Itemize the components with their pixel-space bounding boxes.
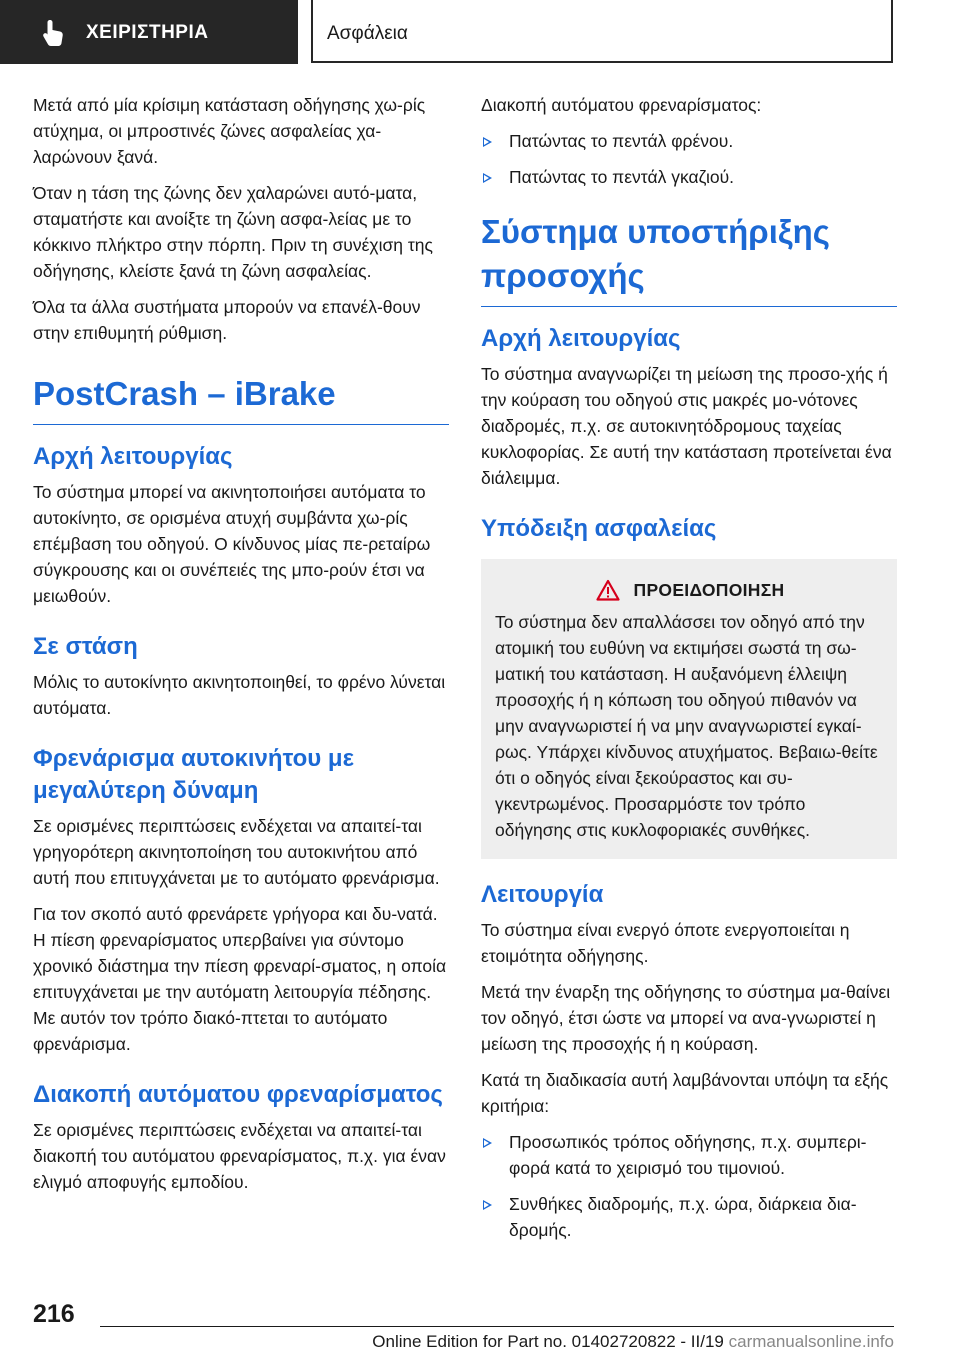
function-paragraph-2: Μετά την έναρξη της οδήγησης το σύστημα μα-θαίνει τον οδηγό, έτσι ώστε να μπορεί να ανα-γνωριστεί η μείωση της προσοχής ή η κούραση. bbox=[481, 982, 891, 1054]
right-column bbox=[481, 92, 897, 1253]
warning-triangle-icon bbox=[596, 579, 620, 601]
function-heading: Λειτουργία bbox=[481, 881, 604, 908]
watermark-text: carmanualsonline.info bbox=[728, 1332, 894, 1351]
function-paragraph-3: Κατά τη διαδικασία αυτή λαμβάνονται υπόψη τα εξής κριτήρια: bbox=[481, 1070, 889, 1116]
postcrash-heading: PostCrash – iBrake bbox=[33, 375, 336, 412]
criteria-list bbox=[481, 1129, 897, 1243]
intro-paragraph-1: Μετά από μία κρίσιμη κατάσταση οδήγησης χω-ρίς ατύχημα, οι μπροστινές ζώνες ασφαλείας χα-λαρώνουν ξανά. bbox=[33, 95, 426, 167]
interrupt-intro: Διακοπή αυτόματου φρεναρίσματος: bbox=[481, 95, 762, 115]
list-item: Πατώντας το πεντάλ γκαζιού. bbox=[481, 164, 897, 190]
triangle-bullet-icon bbox=[483, 1200, 492, 1210]
list-item: Πατώντας το πεντάλ φρένου. bbox=[481, 128, 897, 154]
page-header bbox=[0, 0, 960, 66]
triangle-bullet-icon bbox=[483, 137, 492, 147]
hand-pointer-icon bbox=[40, 18, 68, 48]
edition-text: Online Edition for Part no. 01402720822 - II/19 bbox=[372, 1332, 724, 1351]
stop-text: Μόλις το αυτοκίνητο ακινητοποιηθεί, το φρένο λύνεται αυτόματα. bbox=[33, 672, 446, 718]
page-number: 216 bbox=[33, 1300, 75, 1328]
list-item: Συνθήκες διαδρομής, π.χ. ώρα, διάρκεια δια-δρομής. bbox=[481, 1191, 897, 1243]
braking-paragraph-1: Σε ορισμένες περιπτώσεις ενδέχεται να απαιτεί-ται γρηγορότερη ακινητοποίηση του αυτοκινήτου από αυτή που επιτυγχάνεται με το αυτόματο φρενάρισμα. bbox=[33, 816, 440, 888]
footer-divider bbox=[100, 1326, 894, 1327]
footer-edition bbox=[300, 1332, 894, 1352]
safety-heading: Υπόδειξη ασφαλείας bbox=[481, 515, 717, 542]
function-paragraph-1: Το σύστημα είναι ενεργό όποτε ενεργοποιείται η ετοιμότητα οδήγησης. bbox=[481, 920, 850, 966]
warning-text: Το σύστημα δεν απαλλάσσει τον οδηγό από την ατομική του ευθύνη να εκτιμήσει σωστά τη σω-ματική του κατάσταση. Η αυξανόμενη έλλειψη προσοχής ή η κόπωση του οδηγού πιθανόν να μην αναγνωριστεί ή να μην αναγνωριστεί εγκαί-ρως. Υπάρχει κίνδυνος ατυχήματος. Βεβαιω-θείτε ότι ο οδηγός είναι ξεκούραστος και συ-γκεντρωμένος. Προσαρμόστε τον τρόπο οδήγησης στις κυκλοφοριακές συνθήκες. bbox=[495, 612, 878, 840]
warning-title-row bbox=[495, 579, 885, 601]
intro-paragraph-3: Όλα τα άλλα συστήματα μπορούν να επανέλ-θουν στην επιθυμητή ρύθμιση. bbox=[33, 297, 421, 343]
interrupt-heading: Διακοπή αυτόματου φρεναρίσματος bbox=[33, 1081, 443, 1108]
principle-heading: Αρχή λειτουργίας bbox=[33, 443, 233, 470]
list-item: Προσωπικός τρόπος οδήγησης, π.χ. συμπερι-φορά κατά το χειρισμό του τιμονιού. bbox=[481, 1129, 897, 1181]
chapter-tab bbox=[311, 0, 893, 63]
braking-paragraph-2: Για τον σκοπό αυτό φρενάρετε γρήγορα και δυ-νατά. Η πίεση φρεναρίσματος υπερβαίνει για σύντομο χρονικό διάστημα την πίεση φρεναρί-σματος, η οποία επιτυγχάνεται με την αυτόματη λειτουργία πέδησης. Με αυτόν τον τρόπο διακό-πτεται το αυτόματο φρενάρισμα. bbox=[33, 904, 447, 1054]
page-footer bbox=[0, 1290, 960, 1362]
left-column bbox=[33, 92, 449, 1205]
stop-heading: Σε στάση bbox=[33, 633, 138, 660]
section-title: ΧΕΙΡΙΣΤΗΡΙΑ bbox=[86, 22, 209, 43]
chapter-title: Ασφάλεια bbox=[327, 23, 408, 44]
attention-principle-text: Το σύστημα αναγνωρίζει τη μείωση της προσο-χής ή την κούραση του οδηγού στις μακρές μο-νότονες διαδρομές, π.χ. σε αυτοκινητόδρομους ταχείας κυκλοφορίας. Σε αυτή την κατάσταση προτείνεται ένα διάλειμμα. bbox=[481, 364, 892, 488]
attention-heading-block bbox=[481, 210, 897, 307]
section-tab bbox=[0, 0, 298, 64]
intro-paragraph-2: Όταν η τάση της ζώνης δεν χαλαρώνει αυτό-ματα, σταματήστε και ανοίξτε τη ζώνη ασφα-λείας με το κόκκινο πλήκτρο στην πόρπη. Πριν τη συνέχιση της οδήγησης, κλείστε ξανά τη ζώνη ασφαλείας. bbox=[33, 183, 433, 281]
postcrash-heading-block bbox=[33, 372, 449, 425]
interrupt-list bbox=[481, 128, 897, 190]
triangle-bullet-icon bbox=[483, 173, 492, 183]
braking-heading: Φρενάρισμα αυτοκινήτου με μεγαλύτερη δύναμη bbox=[33, 745, 354, 804]
triangle-bullet-icon bbox=[483, 1138, 492, 1148]
principle-text: Το σύστημα μπορεί να ακινητοποιήσει αυτόματα το αυτοκίνητο, σε ορισμένα ατυχή συμβάντα χω-ρίς επέμβαση του οδηγού. Ο κίνδυνος μίας πε-ρεταίρω σύγκρουσης και οι συνέπειές της μπο-ρούν έτσι να μειωθούν. bbox=[33, 482, 431, 606]
attention-heading: Σύστημα υποστήριξης προσοχής bbox=[481, 213, 830, 294]
warning-box bbox=[481, 559, 897, 859]
attention-principle-heading: Αρχή λειτουργίας bbox=[481, 325, 681, 352]
warning-title: ΠΡΟΕΙΔΟΠΟΙΗΣΗ bbox=[633, 579, 785, 600]
interrupt-text: Σε ορισμένες περιπτώσεις ενδέχεται να απαιτεί-ται διακοπή του αυτόματου φρεναρίσματος, π.χ. για έναν ελιγμό αποφυγής εμποδίου. bbox=[33, 1120, 446, 1192]
